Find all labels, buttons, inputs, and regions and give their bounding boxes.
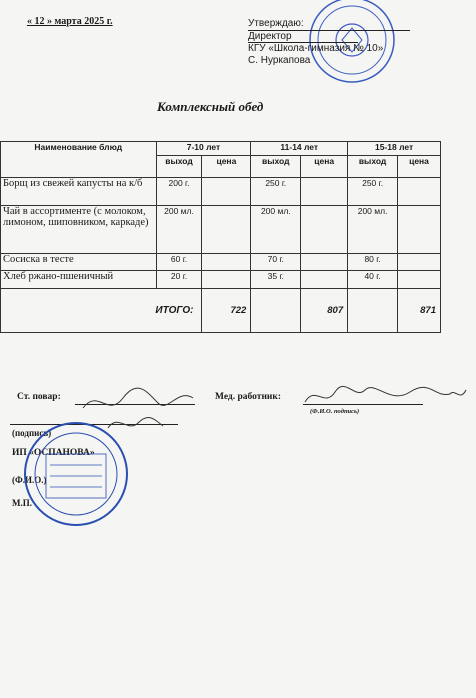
dish-out: 20 г. bbox=[156, 271, 202, 289]
menu-table bbox=[0, 141, 441, 333]
out-header: выход bbox=[348, 156, 398, 178]
price-header: цена bbox=[398, 156, 441, 178]
total-label: ИТОГО: bbox=[1, 289, 202, 333]
page-title: Комплексный обед bbox=[157, 99, 264, 114]
dish-out: 40 г. bbox=[348, 271, 398, 289]
total-price: 722 bbox=[202, 289, 251, 333]
price-cell bbox=[398, 254, 441, 271]
director-name: С. Нуркапова bbox=[248, 54, 311, 66]
table-row bbox=[1, 271, 441, 289]
age-group-header: 7-10 лет bbox=[156, 142, 251, 156]
price-cell bbox=[202, 254, 251, 271]
school-name: КГУ «Школа-гимназия № 10» bbox=[248, 43, 384, 54]
cook-fio-caption: (Ф.И.О.) bbox=[12, 475, 47, 485]
out-header: выход bbox=[251, 156, 301, 178]
cook-org: ИП «ОСПАНОВА» bbox=[12, 448, 95, 458]
stamp-place-label: М.П. bbox=[12, 498, 32, 508]
price-cell bbox=[301, 271, 348, 289]
dish-out: 60 г. bbox=[156, 254, 202, 271]
age-group-header: 15-18 лет bbox=[348, 142, 441, 156]
dish-name: Чай в ассортименте (с молоком, лимоном, шиповником, каркаде) bbox=[1, 206, 157, 254]
total-price: 807 bbox=[301, 289, 348, 333]
price-header: цена bbox=[202, 156, 251, 178]
approve-label: Утверждаю: bbox=[248, 18, 410, 31]
price-cell bbox=[398, 178, 441, 206]
table-row bbox=[1, 254, 441, 271]
medic-label: Мед. работник: bbox=[215, 392, 282, 402]
medic-signature-icon bbox=[300, 380, 470, 412]
table-row bbox=[1, 206, 441, 254]
dish-out: 250 г. bbox=[251, 178, 301, 206]
approval-block bbox=[248, 18, 410, 66]
empty-cell bbox=[348, 289, 398, 333]
dish-out: 250 г. bbox=[348, 178, 398, 206]
ip-stamp-icon bbox=[22, 420, 130, 528]
price-cell bbox=[301, 206, 348, 254]
table-row bbox=[1, 178, 441, 206]
medic-fio-caption: (Ф.И.О. подпись) bbox=[310, 408, 360, 415]
price-cell bbox=[398, 206, 441, 254]
director-label: Директор bbox=[248, 31, 358, 44]
price-cell bbox=[202, 271, 251, 289]
menu-date: « 12 » марта 2025 г. bbox=[27, 16, 113, 27]
dish-out: 200 мл. bbox=[251, 206, 301, 254]
price-cell bbox=[398, 271, 441, 289]
price-header: цена bbox=[301, 156, 348, 178]
dish-out: 70 г. bbox=[251, 254, 301, 271]
age-group-header: 11-14 лет bbox=[251, 142, 348, 156]
empty-cell bbox=[251, 289, 301, 333]
dish-out: 80 г. bbox=[348, 254, 398, 271]
cook-label: Ст. повар: bbox=[17, 392, 61, 402]
dish-name: Хлеб ржано-пшеничный bbox=[1, 271, 157, 289]
out-header: выход bbox=[156, 156, 202, 178]
col-name-header: Наименование блюд bbox=[1, 142, 157, 178]
dish-out: 200 мл. bbox=[156, 206, 202, 254]
dish-name: Сосиска в тесте bbox=[1, 254, 157, 271]
total-price: 871 bbox=[398, 289, 441, 333]
price-cell bbox=[301, 178, 348, 206]
dish-out: 200 г. bbox=[156, 178, 202, 206]
dish-name: Борщ из свежей капусты на к/б bbox=[1, 178, 157, 206]
price-cell bbox=[301, 254, 348, 271]
total-row bbox=[1, 289, 441, 333]
dish-out: 200 мл. bbox=[348, 206, 398, 254]
cook-sign-caption: (подпись) bbox=[12, 428, 52, 438]
dish-out: 35 г. bbox=[251, 271, 301, 289]
price-cell bbox=[202, 206, 251, 254]
price-cell bbox=[202, 178, 251, 206]
